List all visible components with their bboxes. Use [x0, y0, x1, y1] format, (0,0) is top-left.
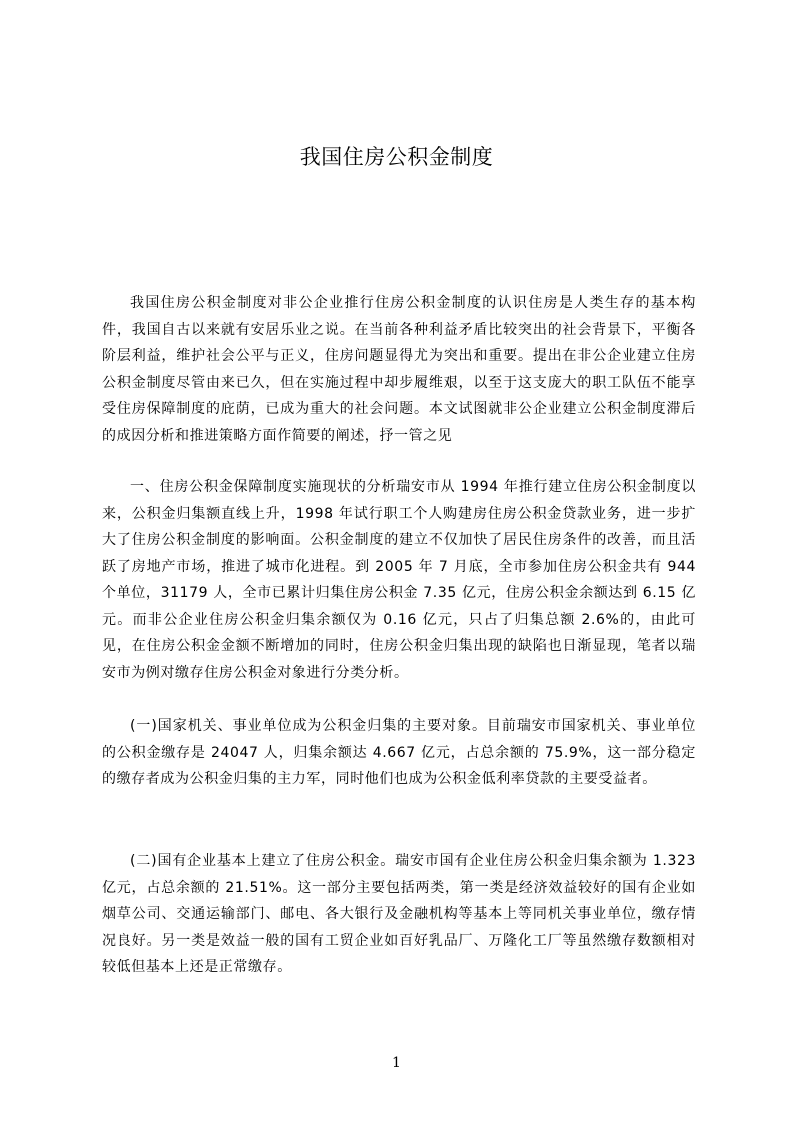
page-number: 1: [392, 1055, 401, 1071]
paragraph-section-one: 一、住房公积金保障制度实施现状的分析瑞安市从 1994 年推行建立住房公积金制度以来，公积金归集额直线上升，1998 年试行职工个人购建房住房公积金贷款业务，进一步扩大了住房公积金制度的影响面。公积金制度的建立不仅加快了居民住房条件的改善，而且活跃了房地产市场，推进了城市化进程。到 2005 年 7 月底，全市参加住房公积金共有 944 个单位，31179 人，全市已累计归集住房公积金 7.35 亿元，住房公积金余额达到 6.15 亿元。而非公企业住房公积金归集余额仅为 0.16 亿元，只占了归集总额 2.6%的，由此可见，在住房公积金金额不断增加的同时，住房公积金归集出现的缺陷也日渐显现，笔者以瑞安市为例对缴存住房公积金对象进行分类分析。: [102, 479, 696, 681]
paragraph-subsection-2: (二)国有企业基本上建立了住房公积金。瑞安市国有企业住房公积金归集余额为 1.323 亿元，占总余额的 21.51%。这一部分主要包括两类，第一类是经济效益较好的国有企业如烟草公司、交通运输部门、邮电、各大银行及金融机构等基本上等同机关事业单位，缴存情况良好。另一类是效益一般的国有工贸企业如百好乳品厂、万隆化工厂等虽然缴存数额相对较低但基本上还是正常缴存。: [102, 853, 696, 975]
paragraph-intro: 我国住房公积金制度对非公企业推行住房公积金制度的认识住房是人类生存的基本构件，我国自古以来就有安居乐业之说。在当前各种利益矛盾比较突出的社会背景下，平衡各阶层利益，维护社会公平与正义，住房问题显得尤为突出和重要。提出在非公企业建立住房公积金制度尽管由来已久，但在实施过程中却步履维艰，以至于这支庞大的职工队伍不能享受住房保障制度的庇荫，已成为重大的社会问题。本文试图就非公企业建立公积金制度滞后的成因分析和推进策略方面作简要的阐述，抒一管之见: [102, 295, 696, 444]
page-title: 我国住房公积金制度: [299, 145, 494, 169]
paragraph-subsection-1: (一)国家机关、事业单位成为公积金归集的主要对象。目前瑞安市国家机关、事业单位的公积金缴存是 24047 人，归集余额达 4.667 亿元，占总余额的 75.9%，这一部分稳定的缴存者成为公积金归集的主力军，同时他们也成为公积金低利率贷款的主要受益者。: [102, 718, 696, 787]
